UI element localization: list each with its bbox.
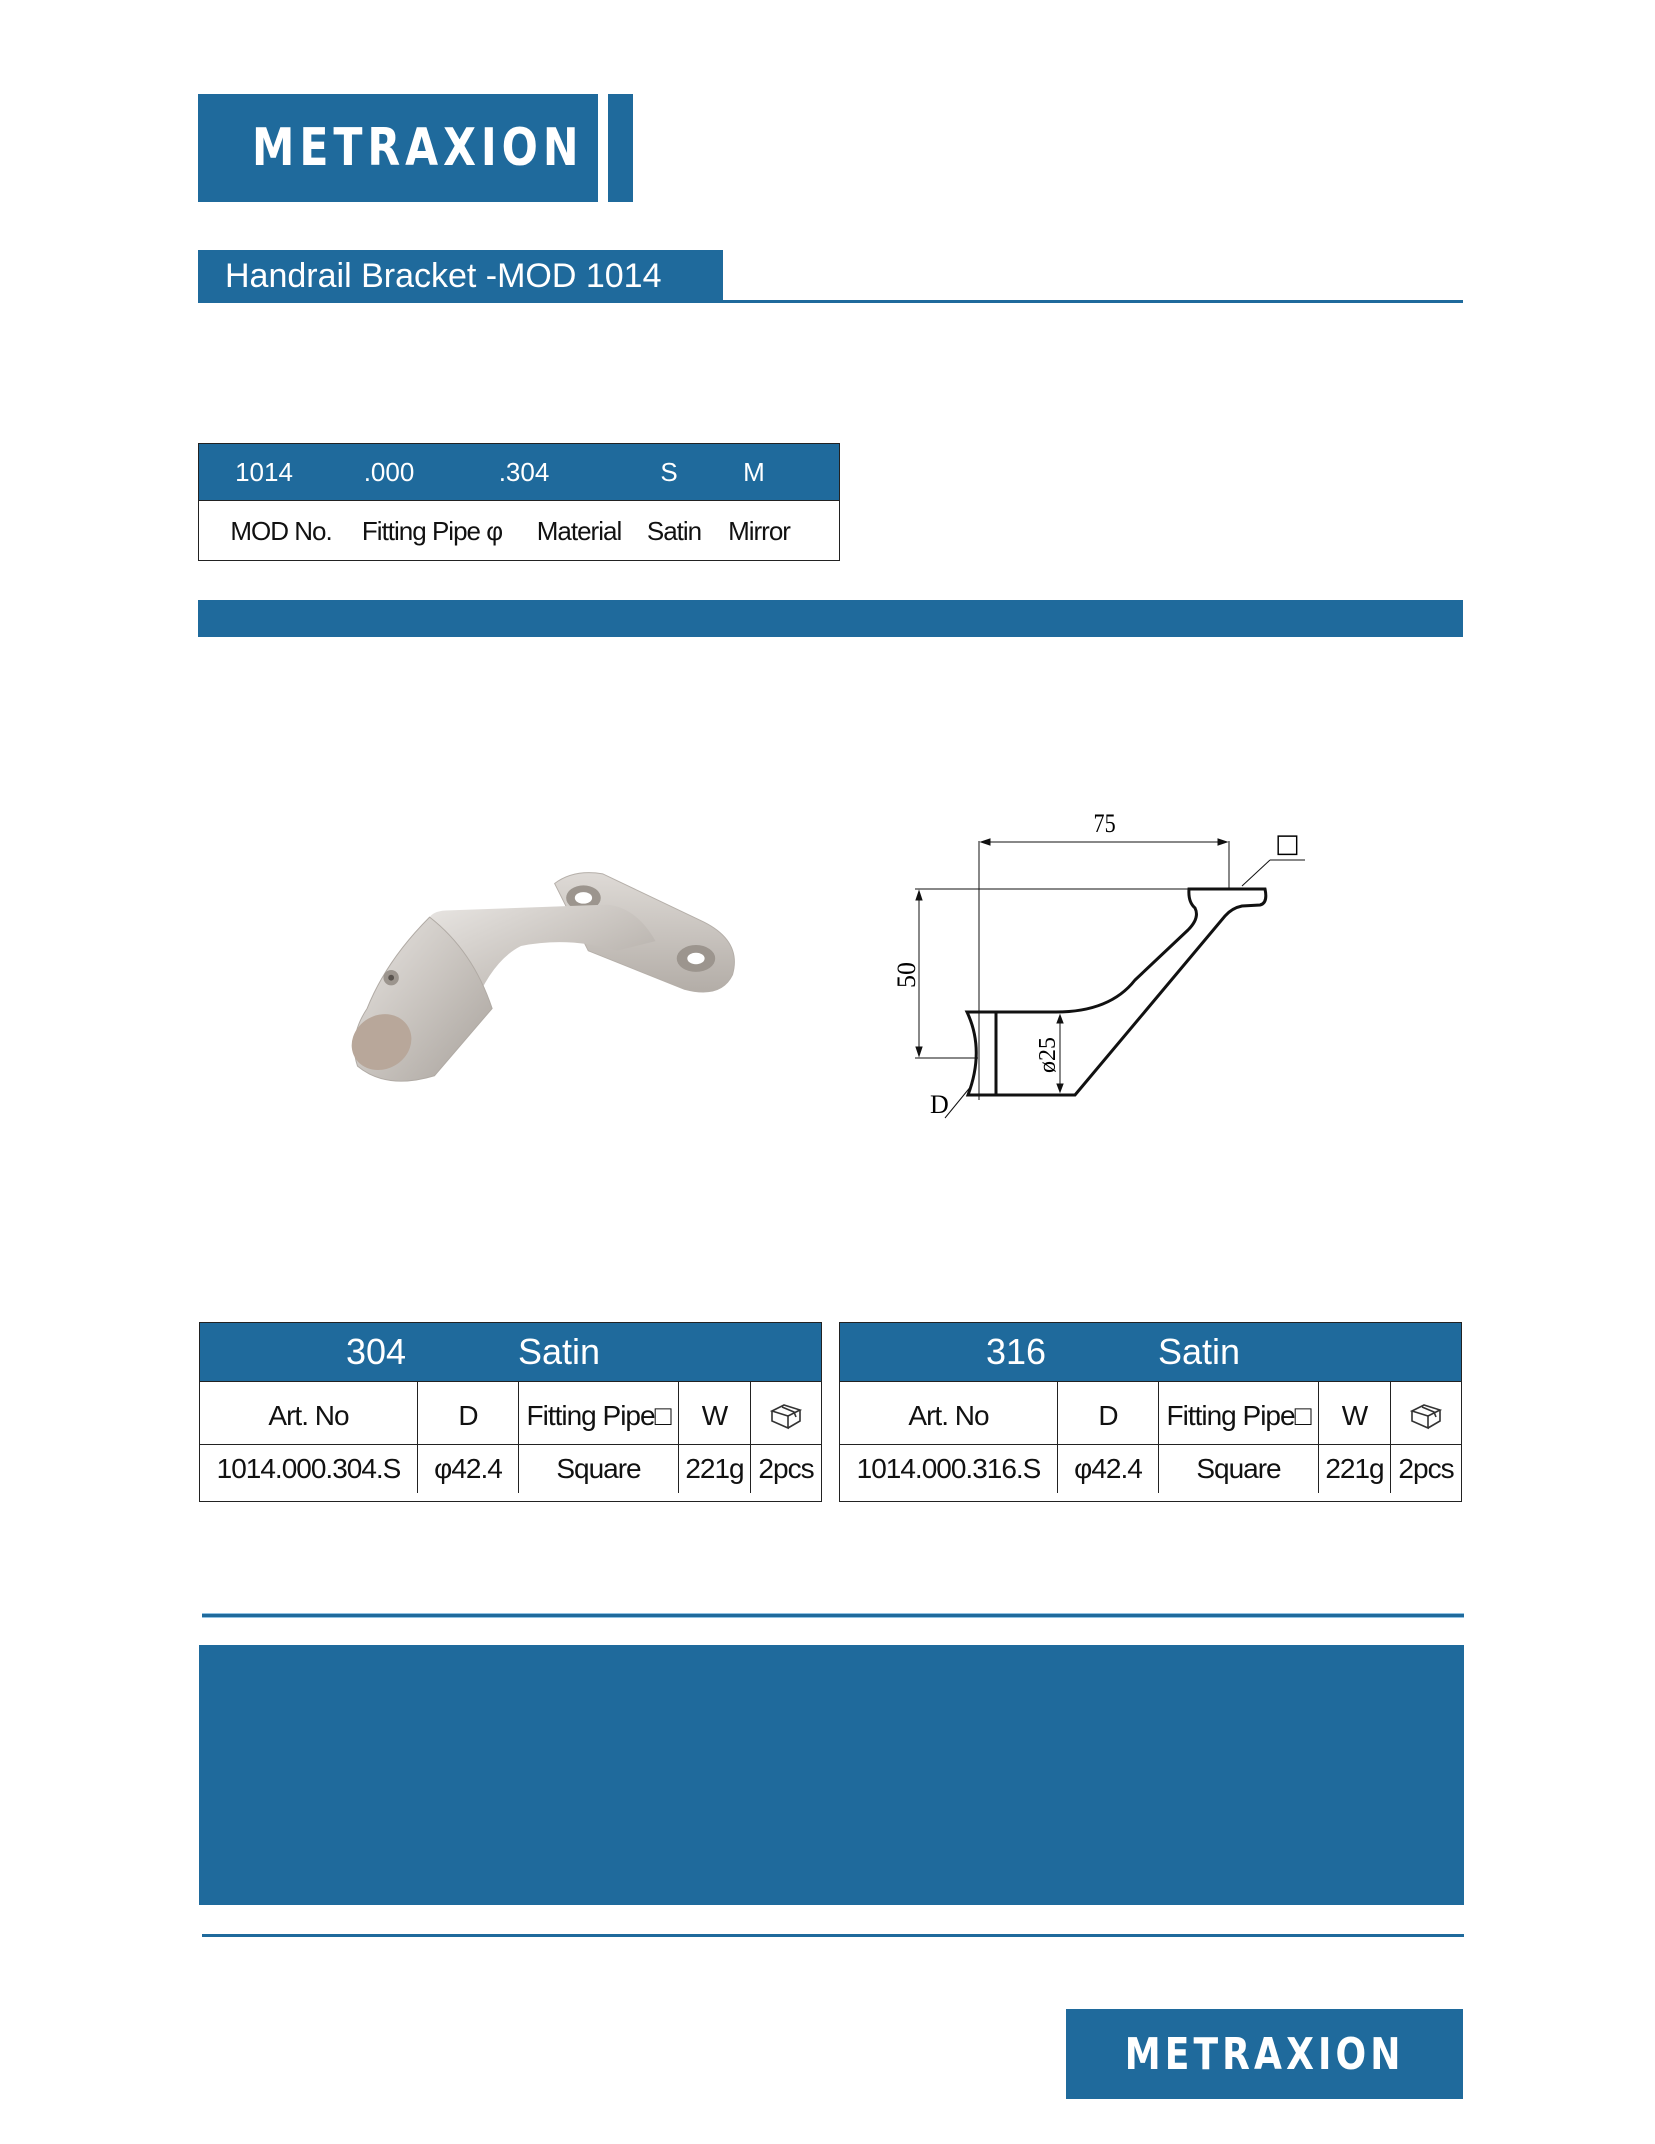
- footer-brand-name: METRAXION: [1124, 2028, 1405, 2080]
- divider-bottom: [202, 1934, 1464, 1937]
- box-icon: [1408, 1401, 1444, 1431]
- col-box: [1391, 1381, 1461, 1444]
- brand-name: METRAXION: [252, 118, 584, 178]
- square-symbol: □: [1275, 829, 1300, 859]
- spec-finish: Satin: [518, 1331, 601, 1372]
- code-table: [198, 443, 840, 561]
- d-label: D: [930, 1090, 949, 1119]
- col-d: D: [1058, 1381, 1159, 1444]
- col-art-no: Art. No: [840, 1381, 1058, 1444]
- cell-d: φ42.4: [418, 1444, 519, 1493]
- col-w: W: [679, 1381, 751, 1444]
- code-satin: S: [660, 456, 678, 487]
- width-dimension-label: 75: [1093, 810, 1116, 839]
- cell-d: φ42.4: [1058, 1444, 1159, 1493]
- label-pipe: Fitting Pipe φ: [361, 515, 503, 546]
- code-pipe: .000: [363, 456, 415, 487]
- col-d: D: [418, 1381, 519, 1444]
- cell-w: 221g: [679, 1444, 751, 1493]
- label-satin: Satin: [646, 515, 702, 546]
- label-material: Material: [536, 515, 622, 546]
- cell-art-no: 1014.000.304.S: [200, 1444, 418, 1493]
- code-mirror: M: [743, 456, 765, 487]
- cell-fitting-pipe: Square: [519, 1444, 679, 1493]
- spec-table-304: [199, 1322, 822, 1502]
- header-logo: [198, 94, 598, 202]
- label-mod: MOD No.: [230, 515, 332, 546]
- footer-logo: [1066, 2009, 1463, 2099]
- info-panel: [199, 1645, 1464, 1905]
- cell-w: 221g: [1319, 1444, 1391, 1493]
- col-w: W: [1319, 1381, 1391, 1444]
- spec-header: [200, 1323, 821, 1381]
- spec-material: 304: [346, 1331, 407, 1372]
- cell-qty: 2pcs: [751, 1444, 821, 1493]
- spec-table-316: [839, 1322, 1462, 1502]
- cell-fitting-pipe: Square: [1159, 1444, 1319, 1493]
- spec-header: [840, 1323, 1461, 1381]
- code-row: [199, 444, 839, 500]
- diameter-label: ø25: [1035, 1037, 1061, 1073]
- height-dimension-label: 50: [892, 962, 921, 988]
- spec-grid: [200, 1381, 821, 1493]
- technical-drawing: [870, 800, 1350, 1140]
- product-photo: [325, 845, 765, 1095]
- spec-material: 316: [986, 1331, 1047, 1372]
- col-art-no: Art. No: [200, 1381, 418, 1444]
- code-mod: 1014: [235, 456, 293, 487]
- title-underline: [723, 300, 1463, 303]
- cell-qty: 2pcs: [1391, 1444, 1461, 1493]
- col-fitting-pipe: Fitting Pipe□: [519, 1381, 679, 1444]
- box-icon: [768, 1401, 804, 1431]
- logo-accent-bar: [608, 94, 633, 202]
- spec-finish: Satin: [1158, 1331, 1241, 1372]
- code-material: .304: [498, 456, 550, 487]
- divider-top: [202, 1614, 1464, 1617]
- col-fitting-pipe: Fitting Pipe□: [1159, 1381, 1319, 1444]
- label-row: [199, 500, 839, 561]
- title-bar: [198, 250, 723, 303]
- spec-grid: [840, 1381, 1461, 1493]
- cell-art-no: 1014.000.316.S: [840, 1444, 1058, 1493]
- bracket-profile: [967, 889, 1266, 1095]
- page-title: Handrail Bracket -MOD 1014: [225, 257, 662, 295]
- label-mirror: Mirror: [728, 515, 790, 546]
- col-box: [751, 1381, 821, 1444]
- section-band: [198, 600, 1463, 637]
